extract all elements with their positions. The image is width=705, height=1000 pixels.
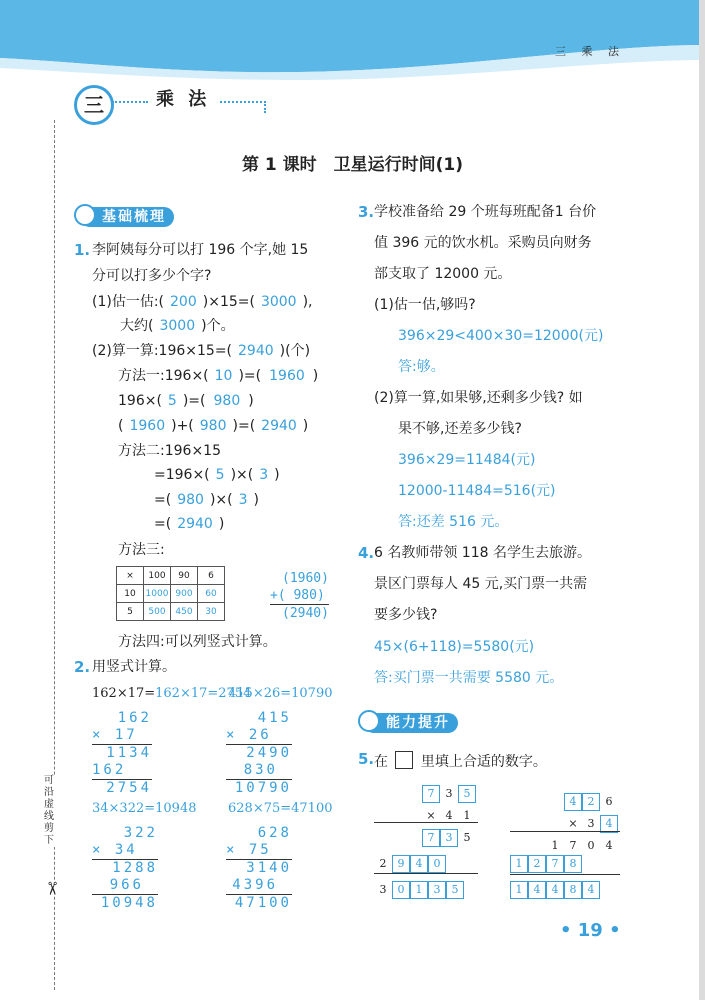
q3-part-b1: (2)算一算,如果够,还剩多少钱? 如 [374, 390, 583, 406]
chapter-number: 三 [84, 93, 104, 117]
q4-stem-3: 要多少钱? [374, 607, 438, 623]
q1-method1-line2: 196×( 5 )=( 980 ) [118, 393, 254, 409]
section-ability [358, 712, 458, 732]
q1-method2-line1: =196×( 5 )×( 3 ) [154, 467, 280, 483]
q3-answer-a1: 396×29<400×30=12000(元) [398, 328, 604, 344]
cut-line [54, 120, 55, 990]
q2-problem-3: 34×322=10948 [92, 801, 197, 816]
q2-number: 2. [74, 658, 91, 676]
q3-stem-1: 学校准备给 29 个班每班配备1 台价 [374, 204, 597, 220]
q5-number: 5. [358, 750, 375, 768]
q1-method1-line1: 方法一:196×( 10 )=( 1960 ) [118, 368, 319, 384]
chapter-dots-right [220, 101, 266, 113]
q3-number: 3. [358, 203, 375, 221]
section-basics [74, 206, 174, 226]
q3-part-b2: 果不够,还差多少钱? [398, 421, 522, 437]
q2-vertical-2: 415 × 26 2490 830 10790 [226, 710, 292, 796]
section-basics-label: 基础梳理 [80, 207, 174, 227]
q3-stem-3: 部支取了 12000 元。 [374, 266, 512, 282]
q4-answer-2: 答:买门票一共需要 5580 元。 [374, 670, 564, 686]
q1-estimate-line: (1)估一估:( 200 )×15=( 3000 ), [92, 294, 313, 310]
q3-answer-b4: 12000-11484=516(元) [398, 483, 556, 499]
q4-stem-2: 景区门票每人 45 元,买门票一共需 [374, 576, 588, 592]
q5-puzzle-left: 7 3 5 × 4 1 7 3 5 2 9 4 0 3 0 1 3 5 [374, 782, 478, 898]
q3-stem-2: 值 396 元的饮水机。采购员向财务 [374, 235, 592, 251]
chapter-dots-left [112, 101, 148, 103]
chapter-title: 乘 法 [156, 89, 211, 110]
top-banner [0, 0, 705, 80]
q4-number: 4. [358, 544, 375, 562]
q5-puzzle-right: 4 2 6 × 3 4 1 7 0 4 1 2 7 8 1 4 4 8 4 [510, 790, 620, 900]
q1-stem-1: 李阿姨每分可以打 196 个字,她 15 [92, 242, 309, 258]
clock-icon [74, 204, 96, 226]
blank-box-icon [395, 751, 413, 769]
q3-answer-b5: 答:还差 516 元。 [398, 514, 509, 530]
q4-answer-1: 45×(6+118)=5580(元) [374, 639, 535, 655]
q1-number: 1. [74, 241, 91, 259]
chapter-badge [74, 85, 114, 125]
multiplication-grid: × 100 90 6 10 1000 900 60 5 500 450 30 [116, 566, 225, 621]
scissors-icon: ✂ [41, 880, 63, 897]
q1-estimate-about: 大约( 3000 )个。 [120, 318, 235, 334]
lesson-title: 第 1 课时 卫星运行时间(1) [241, 155, 464, 175]
q5-stem: 在 里填上合适的数字。 [374, 751, 547, 770]
cut-hint: 可沿虚线剪下 [44, 775, 58, 847]
q2-problem-4: 628×75=47100 [228, 801, 333, 816]
running-title: 三 乘 法 [555, 45, 625, 58]
q4-stem-1: 6 名教师带领 118 名学生去旅游。 [374, 545, 591, 561]
section-ability-label: 能力提升 [364, 713, 458, 733]
q2-vertical-1: 162 × 17 1134 162 2754 [92, 710, 152, 796]
q1-stem-2: 分可以打多少个字? [92, 268, 212, 284]
grid-sum: (1960) +( 980) (2940) [270, 571, 329, 621]
q1-method2-line3: =( 2940 ) [154, 516, 225, 532]
q3-answer-a2: 答:够。 [398, 359, 445, 375]
q2-vertical-3: 322 × 34 1288 966 10948 [92, 825, 158, 911]
q1-method2-label: 方法二:196×15 [118, 443, 221, 459]
q1-method1-line3: ( 1960 )+( 980 )=( 2940 ) [118, 418, 309, 434]
q2-problem-2: 415×26=10790 [228, 686, 333, 701]
q3-part-a: (1)估一估,够吗? [374, 297, 476, 313]
q1-method2-line2: =( 980 )×( 3 ) [154, 492, 259, 508]
clock-icon [358, 710, 380, 732]
q2-vertical-4: 628 × 75 3140 4396 47100 [226, 825, 292, 911]
page-number: • 19 • [560, 920, 621, 941]
q1-method4: 方法四:可以列竖式计算。 [118, 634, 277, 650]
q1-calc-line: (2)算一算:196×15=( 2940 )(个) [92, 343, 311, 359]
q1-method3-label: 方法三: [118, 542, 165, 558]
q2-problem-1: 162×17=162×17=2754 [92, 686, 252, 701]
q2-stem: 用竖式计算。 [92, 659, 176, 675]
q3-answer-b3: 396×29=11484(元) [398, 452, 536, 468]
